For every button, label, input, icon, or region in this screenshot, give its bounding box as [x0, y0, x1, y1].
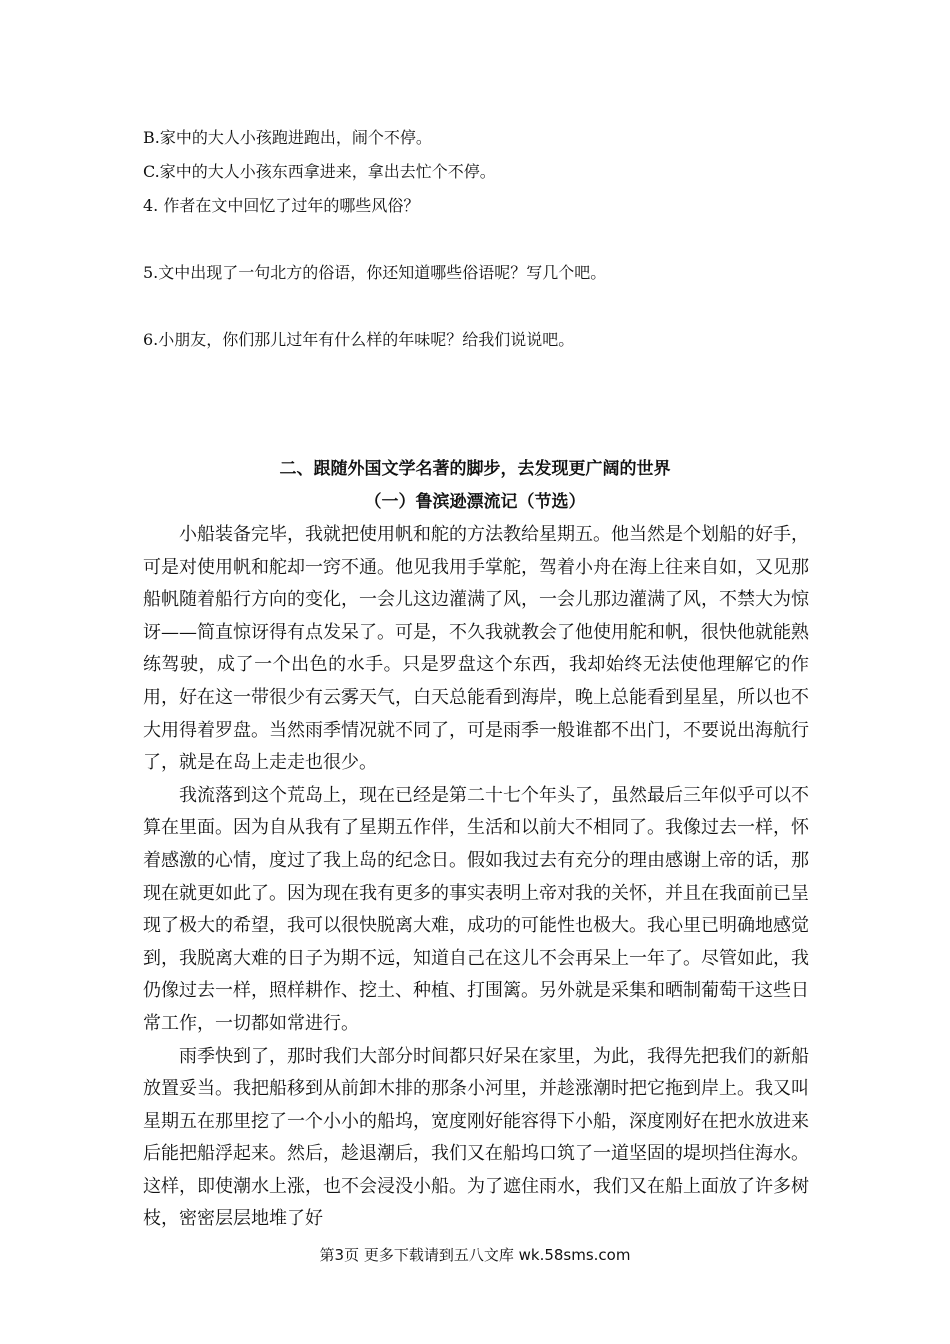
section-title: 二、跟随外国文学名著的脚步，去发现更广阔的世界 — [279, 459, 671, 479]
answer-option-c: C.家中的大人小孩东西拿进来，拿出去忙个不停。 — [143, 162, 496, 181]
article-paragraph-1: 小船装备完毕，我就把使用帆和舵的方法教给星期五。他当然是个划船的好手，可是对使用帆和舵却一窍不通。他见我用手掌舵，驾着小舟在海上往来自如，又见那船帆随着船行方向的变化，一会儿这边灌满了风，一会儿那边灌满了风，不禁大为惊讶——简直惊讶得有点发呆了。可是，不久我就教会了他使用舵和帆，很快他就能熟练驾驶，成了一个出色的水手。只是罗盘这个东西，我却始终无法使他理解它的作用，好在这一带很少有云雾天气，白天总能看到海岸，晚上总能看到星星，所以也不大用得着罗盘。当然雨季情况就不同了，可是雨季一般谁都不出门，不要说出海航行了，就是在岛上走走也很少。 — [143, 524, 809, 774]
answer-option-b: B.家中的大人小孩跑进跑出，闹个不停。 — [143, 128, 432, 147]
question-4: 4. 作者在文中回忆了过年的哪些风俗？ — [143, 196, 420, 215]
question-5: 5.文中出现了一句北方的俗语，你还知道哪些俗语呢？写几个吧。 — [143, 263, 607, 282]
article-body — [143, 519, 809, 1236]
question-6: 6.小朋友，你们那儿过年有什么样的年味呢？给我们说说吧。 — [143, 330, 575, 349]
article-paragraph-3: 雨季快到了，那时我们大部分时间都只好呆在家里，为此，我得先把我们的新船放置妥当。我把船移到从前卸木排的那条小河里，并趁涨潮时把它拖到岸上。我又叫星期五在那里挖了一个小小的船坞，宽度刚好能容得下小船，深度刚好在把水放进来后能把船浮起来。然后，趁退潮后，我们又在船坞口筑了一道坚固的堤坝挡住海水。这样，即使潮水上涨，也不会浸没小船。为了遮住雨水，我们又在船上面放了许多树枝，密密层层地堆了好 — [143, 1045, 809, 1230]
article-paragraph-2: 我流落到这个荒岛上，现在已经是第二十七个年头了，虽然最后三年似乎可以不算在里面。因为自从我有了星期五作伴，生活和以前大不相同了。我像过去一样，怀着感激的心情，度过了我上岛的纪念日。假如我过去有充分的理由感谢上帝的话，那现在就更如此了。因为现在我有更多的事实表明上帝对我的关怀，并且在我面前已呈现了极大的希望，我可以很快脱离大难，成功的可能性也极大。我心里已明确地感觉到，我脱离大难的日子为期不远，知道自己在这儿不会再呆上一年了。尽管如此，我仍像过去一样，照样耕作、挖土、种植、打围篱。另外就是采集和晒制葡萄干这些日常工作，一切都如常进行。 — [143, 784, 809, 1034]
page-footer: 第3页 更多下载请到五八文库 wk.58sms.com — [319, 1246, 631, 1264]
section-subtitle: （一）鲁滨逊漂流记（节选） — [364, 492, 586, 512]
